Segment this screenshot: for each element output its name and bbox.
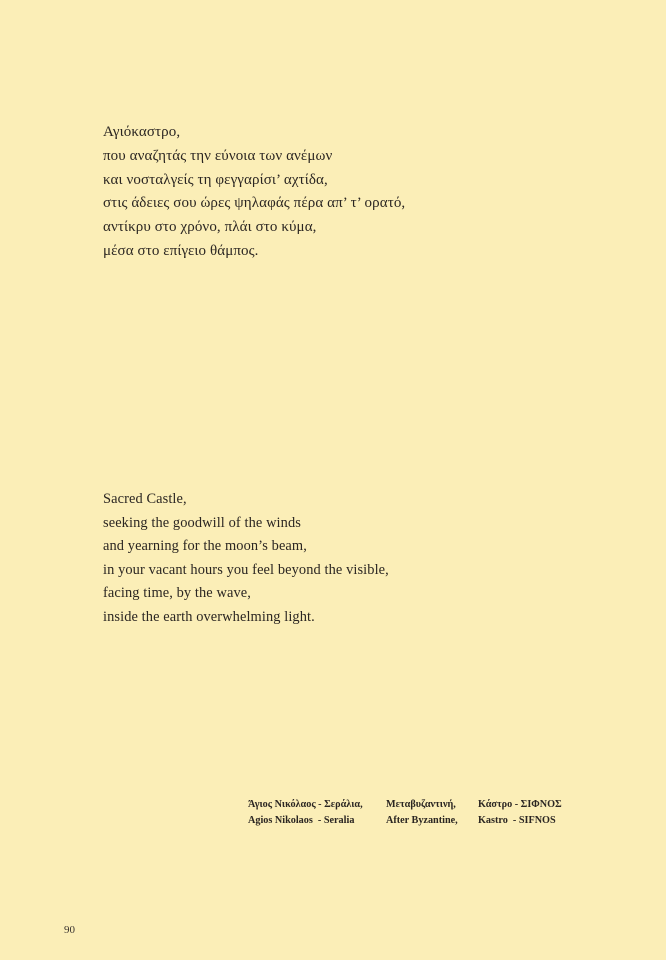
page-number: 90 (64, 924, 75, 936)
english-poem-line: and yearning for the moon’s beam, (103, 538, 307, 555)
caption-greek-location: Κάστρο - ΣΙΦΝΟΣ (478, 799, 562, 810)
english-poem-line: facing time, by the wave, (103, 585, 251, 602)
english-poem-line: inside the earth overwhelming light. (103, 608, 315, 625)
caption-english-place: Agios Nikolaos - Seralia (248, 815, 355, 826)
english-poem-line: seeking the goodwill of the winds (103, 514, 301, 531)
greek-poem (103, 121, 405, 264)
english-poem-line: in your vacant hours you feel beyond the visible, (103, 561, 389, 578)
greek-poem-line: μέσα στο επίγειο θάμπος. (103, 242, 259, 259)
english-poem (103, 488, 389, 630)
greek-poem-line: και νοσταλγείς τη φεγγαρίσι’ αχτίδα, (103, 171, 328, 188)
photo-caption (248, 797, 562, 829)
caption-english-location: Kastro - SIFNOS (478, 815, 556, 826)
caption-english-row (248, 813, 562, 829)
greek-poem-line: στις άδειες σου ώρες ψηλαφάς πέρα απ’ τ’ ορατό, (103, 195, 406, 212)
greek-poem-line: Αγιόκαστρο, (103, 124, 181, 140)
caption-greek-row (248, 797, 562, 813)
greek-poem-line: που αναζητάς την εύνοια των ανέμων (103, 147, 333, 164)
caption-english-period: After Byzantine, (386, 815, 458, 826)
caption-greek-place: Άγιος Νικόλαος - Σεράλια, (248, 799, 363, 810)
greek-poem-line: αντίκρυ στο χρόνο, πλάι στο κύμα, (103, 219, 317, 236)
caption-greek-period: Μεταβυζαντινή, (386, 799, 456, 810)
english-poem-line: Sacred Castle, (103, 491, 187, 507)
